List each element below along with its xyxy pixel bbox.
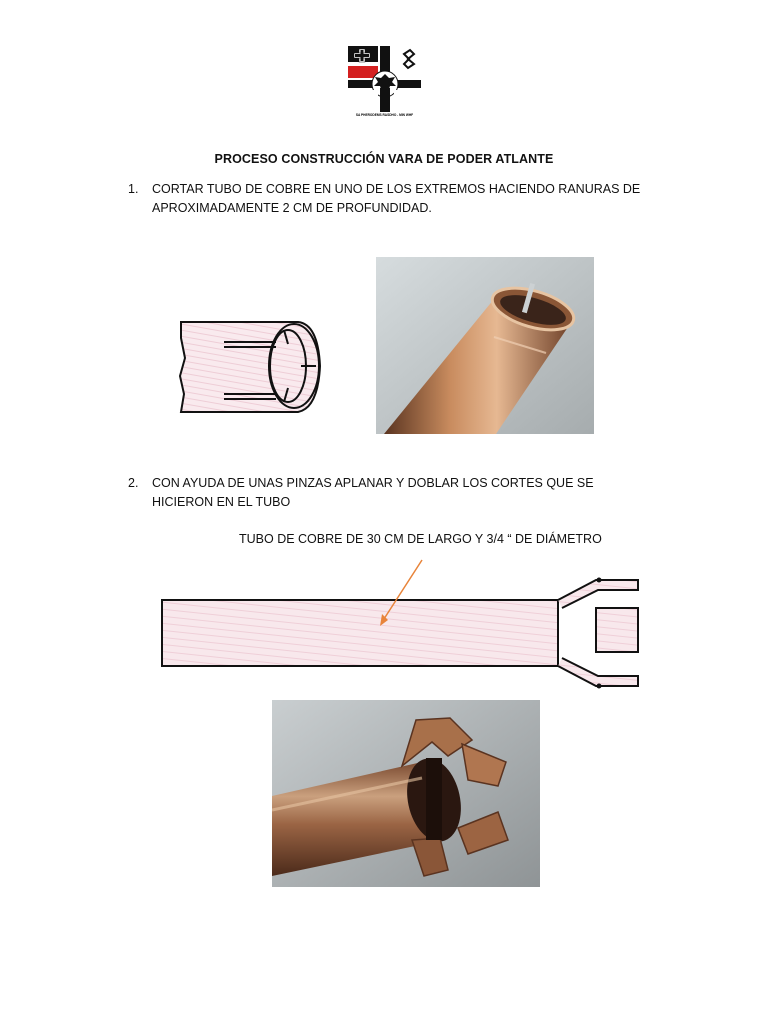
bent-tube-photo (272, 700, 540, 887)
page-title: PROCESO CONSTRUCCIÓN VARA DE PODER ATLANTE (214, 152, 554, 166)
logo (346, 44, 423, 124)
diagram-caption: TUBO DE COBRE DE 30 CM DE LARGO Y 3/4 “ DE DIÁMETRO (239, 532, 602, 546)
bent-tube-drawing (158, 556, 644, 692)
step-1 (0, 180, 768, 220)
slotted-tube-photo (376, 257, 594, 434)
step-text: CON AYUDA DE UNAS PINZAS APLANAR Y DOBLAR LOS CORTES QUE SE HICIERON EN EL TUBO (152, 476, 594, 509)
step-number: 2. (128, 476, 139, 490)
logo-caption: SA PHERODEMS RASDHO - MIN WHF (355, 113, 414, 117)
step-text: CORTAR TUBO DE COBRE EN UNO DE LOS EXTREMOS HACIENDO RANURAS DE APROXIMADAMENTE 2 CM DE PROFUNDIDAD. (152, 182, 641, 215)
step-2 (0, 474, 768, 514)
step-number: 1. (128, 182, 139, 196)
slotted-tube-drawing (176, 314, 326, 420)
